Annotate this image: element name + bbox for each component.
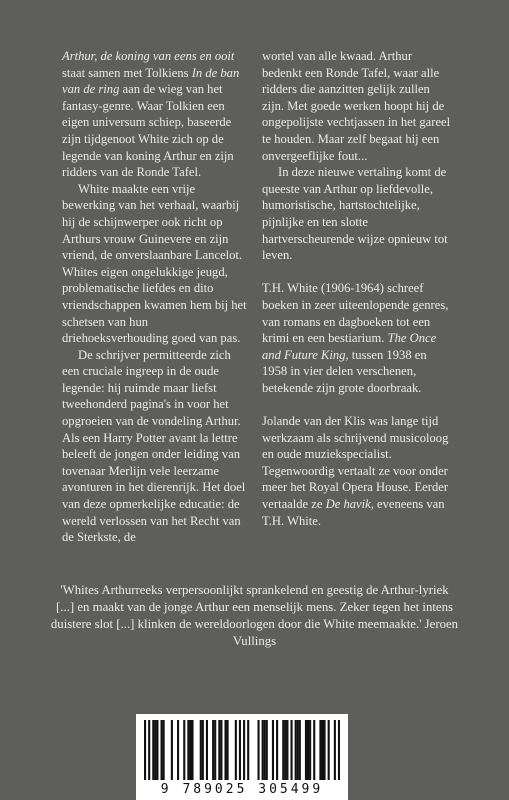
- barcode-bar: [154, 720, 156, 780]
- barcode-bar: [191, 720, 193, 780]
- barcode-bar: [307, 720, 309, 780]
- blurb-paragraph-3: De schrijver permitteerde zich een cruciale ingreep in de oude legende: hij ruimde maar liefst tweehonderd pagina's in voor het opgroeien van de vondeling Arthur. Als een Harry Potter avant la lettre beleeft de jongen onder leiding van tovenaar Merlijn vele leerzame avonturen in het dierenrijk. Het doel van deze opmerkelijke educatie: de wereld verlossen van het Recht van de Sterkste, de: [62, 347, 246, 545]
- barcode-bar: [264, 720, 266, 780]
- barcode-bar: [290, 720, 292, 780]
- italic-title-run: De havik: [325, 497, 371, 512]
- barcode-bar: [328, 720, 330, 780]
- isbn-number: 9 789025 305499: [160, 782, 324, 797]
- barcode-bar: [171, 720, 173, 780]
- barcode-bar: [183, 720, 185, 780]
- barcode-bar: [235, 720, 237, 780]
- isbn-barcode: [136, 714, 348, 800]
- barcode-bar: [202, 720, 204, 780]
- barcode-bar: [299, 720, 301, 780]
- text-run: Jolande van der Klis was lange tijd werkzaam als schrijvend musicoloog en oude muziekspecialist. Tegenwoordig vertaalt ze voor onder meer het Royal Opera House. Eerder vertaalde ze: [262, 414, 449, 512]
- barcode-bar: [321, 720, 323, 780]
- barcode-bar: [144, 720, 146, 780]
- barcode-bar: [206, 720, 208, 780]
- right-text-column: [262, 48, 452, 529]
- barcode-bar: [338, 720, 340, 780]
- barcode-bar: [247, 720, 249, 780]
- blurb-paragraph-2: White maakte een vrije bewerking van het verhaal, waarbij hij de schijnwerper ook richt op Arthurs vrouw Guinevere en zijn vriend, de onverslaanbare Lancelot. Whites eigen ongelukkige jeugd, problematische liefdes en dito vriendschappen kwamen hem bij het schetsen van hun driehoeksverhouding goed van pas.: [62, 181, 247, 346]
- barcode-bar: [266, 720, 268, 780]
- barcode-bar: [282, 720, 284, 780]
- barcode-bar: [295, 720, 297, 780]
- barcode-bar: [284, 720, 286, 780]
- text-run: staat samen met Tolkiens: [62, 65, 192, 80]
- author-bio: [262, 280, 452, 396]
- review-quote: 'Whites Arthurreeks verpersoonlijkt sprankelend en geestig de Arthur-lyriek [...] en maakt van de jonge Arthur een menselijk mens. Zeker tegen het intens duistere slot [...] klinken de wereldoorlogen door die White meemaakte.' Jeroen Vullings: [50, 583, 459, 648]
- barcode-bar: [305, 720, 307, 780]
- blurb-paragraph-5: In deze nieuwe vertaling komt de queeste van Arthur op liefdevolle, humoristische, hartstochtelijke, pijnlijke en ten slotte hartverscheurende wijze opnieuw tot leven.: [262, 165, 448, 263]
- barcode-bar: [220, 720, 222, 780]
- barcode-bar: [148, 720, 150, 780]
- barcode-bar: [276, 720, 278, 780]
- barcode-bar: [152, 720, 154, 780]
- barcode-bars: [144, 720, 340, 780]
- translator-bio: [262, 413, 452, 529]
- barcode-bar: [319, 720, 321, 780]
- barcode-bar: [286, 720, 288, 780]
- barcode-bar: [227, 720, 229, 780]
- barcode-bar: [272, 720, 274, 780]
- left-text-column: [62, 48, 248, 546]
- barcode-bar: [297, 720, 299, 780]
- barcode-bar: [214, 720, 216, 780]
- barcode-bar: [262, 720, 264, 780]
- italic-title-run: The Once and Future King: [262, 331, 437, 362]
- blurb-paragraph-1: [62, 48, 248, 181]
- text-run: T.H. White (1906-1964) schreef boeken in zeer uiteenlopende genres, van romans en dagboeken tot een krimi en een bestiarium.: [262, 281, 449, 346]
- barcode-bar: [313, 720, 315, 780]
- barcode-bar: [257, 720, 259, 780]
- text-run: aan de wieg van het fantasy-genre. Waar Tolkien een eigen universum schiep, baseerde zijn tijdgenoot White zich op de legende van koning Arthur en zijn ridders van de Ronde Tafel.: [62, 82, 234, 180]
- barcode-bar: [189, 720, 191, 780]
- barcode-bar: [161, 720, 163, 780]
- text-run: , eveneens van T.H. White.: [262, 497, 445, 528]
- barcode-bar: [309, 720, 311, 780]
- blurb-paragraph-4: wortel van alle kwaad. Arthur bedenkt een Ronde Tafel, waar alle ridders die aanzitten gelijk zullen zijn. Met goede werken hoopt hij de ongepolijste vechtjassen in het gareel te houden. Maar zelf begaat hij een onvergeeflijke fout...: [262, 49, 451, 163]
- barcode-bar: [334, 720, 336, 780]
- barcode-bar: [212, 720, 214, 780]
- italic-title-run: Arthur, de koning van eens en ooit: [62, 49, 235, 63]
- barcode-bar: [218, 720, 220, 780]
- barcode-bar: [163, 720, 165, 780]
- barcode-bar: [239, 720, 241, 780]
- barcode-bar: [224, 720, 226, 780]
- barcode-bar: [187, 720, 189, 780]
- barcode-bar: [243, 720, 245, 780]
- italic-title-run: In de ban van de ring: [62, 65, 240, 97]
- text-run: , tussen 1938 en 1958 in vier delen verschenen, betekende zijn grote doorbraak.: [262, 347, 427, 395]
- barcode-bar: [177, 720, 179, 780]
- barcode-bar: [323, 720, 325, 780]
- barcode-bar: [156, 720, 158, 780]
- barcode-bar: [200, 720, 202, 780]
